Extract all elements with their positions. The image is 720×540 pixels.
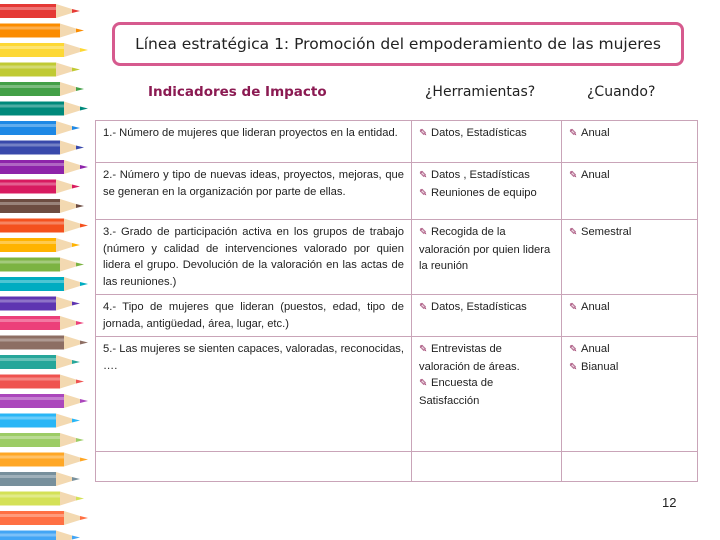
pencil	[0, 433, 84, 447]
indicador-cell: 2.- Número y tipo de nuevas ideas, proyectos, mejoras, que se generan en la organización por parte de ellas.	[96, 163, 412, 220]
cuando-cell	[562, 295, 698, 337]
herramientas-item-text: Encuesta de Satisfacción	[419, 377, 494, 407]
indicador-cell: 3.- Grado de participación activa en los grupos de trabajo (número y calidad de intervenciones valorado por quien lidera el grupo. Devolución de la valoración en las actas de las reuniones.)	[96, 220, 412, 295]
indicador-cell: 5.- Las mujeres se sienten capaces, valoradas, reconocidas, ….	[96, 337, 412, 452]
quill-pen-icon: ✎	[569, 170, 578, 181]
indicators-table-body	[96, 121, 698, 482]
cuando-item	[569, 125, 690, 143]
pencil	[0, 511, 88, 525]
pencil	[0, 316, 84, 330]
herramientas-item-text: Recogida de la valoración por quien lidera la reunión	[419, 226, 551, 272]
slide-title	[112, 22, 684, 66]
table-row	[96, 337, 698, 452]
cuando-item	[569, 167, 690, 185]
pencil	[0, 355, 80, 369]
cuando-cell	[562, 121, 698, 163]
herramientas-item	[419, 167, 554, 185]
cuando-item-text: Anual	[581, 301, 610, 313]
herramientas-item	[419, 185, 554, 203]
pencil	[0, 258, 84, 272]
pencil	[0, 238, 80, 252]
herramientas-item	[419, 375, 554, 409]
cuando-cell	[562, 337, 698, 452]
table-row	[96, 295, 698, 337]
cuando-cell	[562, 220, 698, 295]
pencils-illustration	[0, 0, 92, 540]
empty-table-row	[96, 452, 698, 482]
cuando-cell	[562, 163, 698, 220]
colored-pencils-decoration	[0, 0, 92, 540]
indicador-cell: 4.- Tipo de mujeres que lideran (puestos, edad, tipo de jornada, antigüedad, área, lugar, etc.)	[96, 295, 412, 337]
pencil	[0, 336, 88, 350]
herramientas-cell	[412, 121, 562, 163]
cuando-item-text: Anual	[581, 127, 610, 139]
quill-pen-icon: ✎	[419, 128, 428, 139]
pencil	[0, 394, 88, 408]
cuando-item	[569, 299, 690, 317]
herramientas-item	[419, 224, 554, 275]
pencil	[0, 82, 84, 96]
quill-pen-icon: ✎	[569, 302, 578, 313]
pencil	[0, 160, 88, 174]
pencil	[0, 121, 80, 135]
pencil	[0, 375, 84, 389]
pencil	[0, 472, 80, 486]
pencil	[0, 492, 84, 506]
quill-pen-icon: ✎	[569, 128, 578, 139]
cuando-item-text: Anual	[581, 343, 610, 355]
herramientas-item-text: Datos, Estadísticas	[431, 301, 527, 313]
quill-pen-icon: ✎	[419, 378, 428, 389]
slide-title-text: Línea estratégica 1: Promoción del empoderamiento de las mujeres	[135, 35, 661, 53]
pencil	[0, 180, 80, 194]
pencil	[0, 63, 80, 77]
quill-pen-icon: ✎	[569, 227, 578, 238]
header-herramientas: ¿Herramientas?	[425, 84, 536, 100]
pencil	[0, 102, 88, 116]
cuando-item	[569, 341, 690, 359]
cuando-item	[569, 224, 690, 242]
pencil	[0, 43, 88, 57]
header-indicadores: Indicadores de Impacto	[148, 84, 327, 100]
herramientas-item	[419, 341, 554, 375]
quill-pen-icon: ✎	[419, 344, 428, 355]
pencil	[0, 4, 80, 18]
herramientas-item	[419, 125, 554, 143]
page-number: 12	[662, 495, 677, 510]
table-row	[96, 163, 698, 220]
quill-pen-icon: ✎	[569, 344, 578, 355]
empty-cell	[96, 452, 412, 482]
herramientas-item-text: Reuniones de equipo	[431, 186, 537, 199]
quill-pen-icon: ✎	[419, 302, 428, 313]
herramientas-cell	[412, 295, 562, 337]
quill-pen-icon: ✎	[419, 187, 428, 199]
table-row	[96, 121, 698, 163]
quill-pen-icon: ✎	[419, 170, 428, 181]
cuando-item-text: Semestral	[581, 226, 632, 238]
table-row	[96, 220, 698, 295]
empty-cell	[412, 452, 562, 482]
herramientas-item	[419, 299, 554, 317]
herramientas-item-text: Datos , Estadísticas	[431, 169, 530, 181]
herramientas-cell	[412, 163, 562, 220]
quill-pen-icon: ✎	[569, 361, 578, 373]
herramientas-item-text: Datos, Estadísticas	[431, 127, 527, 139]
indicador-cell: 1.- Número de mujeres que lideran proyectos en la entidad.	[96, 121, 412, 163]
pencil	[0, 297, 80, 311]
cuando-item	[569, 359, 690, 377]
pencil	[0, 277, 88, 291]
pencil	[0, 531, 80, 540]
cuando-item-text: Bianual	[581, 360, 619, 373]
pencil	[0, 219, 88, 233]
empty-cell	[562, 452, 698, 482]
pencil	[0, 141, 84, 155]
indicators-table	[95, 120, 698, 482]
cuando-item-text: Anual	[581, 169, 610, 181]
herramientas-item-text: Entrevistas de valoración de áreas.	[419, 343, 520, 373]
quill-pen-icon: ✎	[419, 227, 428, 238]
pencil	[0, 453, 88, 467]
pencil	[0, 414, 80, 428]
pencil	[0, 199, 84, 213]
herramientas-cell	[412, 337, 562, 452]
header-cuando: ¿Cuando?	[587, 84, 656, 100]
pencil	[0, 24, 84, 38]
herramientas-cell	[412, 220, 562, 295]
